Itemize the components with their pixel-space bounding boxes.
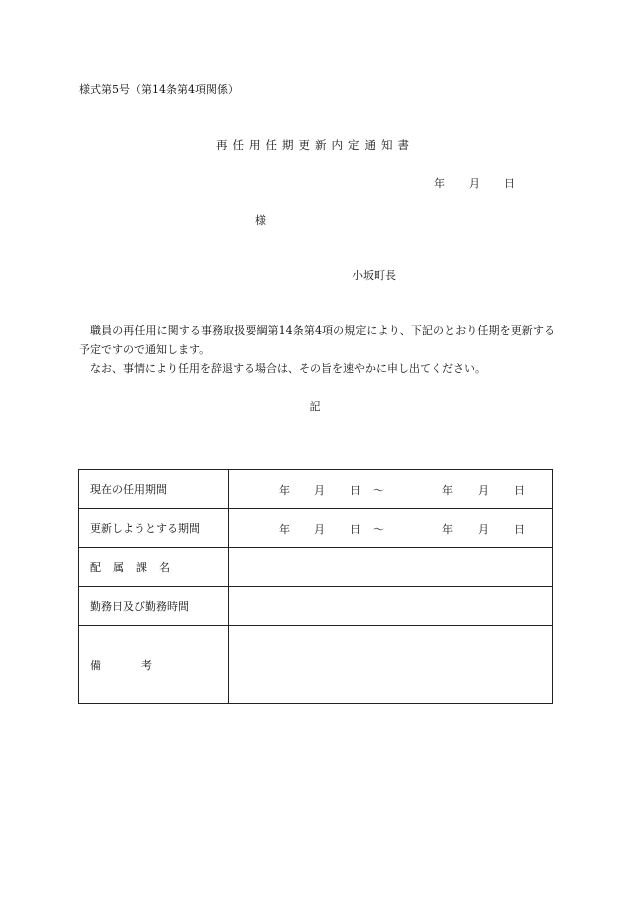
table-row	[79, 548, 553, 587]
row-label-renewal-period: 更新しようとする期間	[79, 509, 229, 548]
date-year: 年	[434, 177, 445, 190]
body-paragraph-1: 職員の再任用に関する事務取扱要綱第14条第4項の規定により、下記のとおり任期を更新する予定ですので通知します。	[79, 324, 555, 356]
row-label-current-period: 現在の任用期間	[79, 470, 229, 509]
current-start-year: 年	[279, 484, 290, 497]
renewal-end-day: 日	[514, 523, 525, 536]
document-title: 再任用任期更新内定通知書	[216, 138, 414, 152]
row-label-department: 配属課名	[79, 548, 229, 587]
table-row	[79, 509, 553, 548]
info-table	[78, 469, 553, 704]
current-end-day: 日	[514, 484, 525, 497]
body-text	[79, 321, 555, 378]
renewal-start-year: 年	[279, 523, 290, 536]
body-paragraph-2: なお、事情により任用を辞退する場合は、その旨を速やかに申し出てください。	[90, 362, 486, 375]
table-row	[79, 470, 553, 509]
form-number: 様式第5号（第14条第4項関係）	[79, 83, 239, 96]
date-month: 月	[469, 177, 480, 190]
current-tilde: ～	[373, 484, 384, 497]
date-line	[434, 175, 515, 191]
work-schedule-value	[229, 587, 553, 626]
ki-marker: 記	[309, 400, 321, 413]
date-day: 日	[504, 177, 515, 190]
addressee: 様	[255, 214, 266, 227]
current-start-day: 日	[350, 484, 361, 497]
department-value	[229, 548, 553, 587]
renewal-end-month: 月	[478, 523, 489, 536]
sender: 小坂町長	[352, 269, 396, 282]
current-end-year: 年	[442, 484, 453, 497]
current-end-month: 月	[478, 484, 489, 497]
renewal-end-year: 年	[442, 523, 453, 536]
renewal-start-month: 月	[314, 523, 325, 536]
remarks-value	[229, 626, 553, 704]
current-period-value	[229, 470, 553, 509]
renewal-period-value	[229, 509, 553, 548]
row-label-work-schedule: 勤務日及び勤務時間	[79, 587, 229, 626]
renewal-start-day: 日	[350, 523, 361, 536]
current-start-month: 月	[314, 484, 325, 497]
renewal-tilde: ～	[373, 523, 384, 536]
row-label-remarks: 備考	[79, 626, 229, 704]
table-row	[79, 626, 553, 704]
table-row	[79, 587, 553, 626]
